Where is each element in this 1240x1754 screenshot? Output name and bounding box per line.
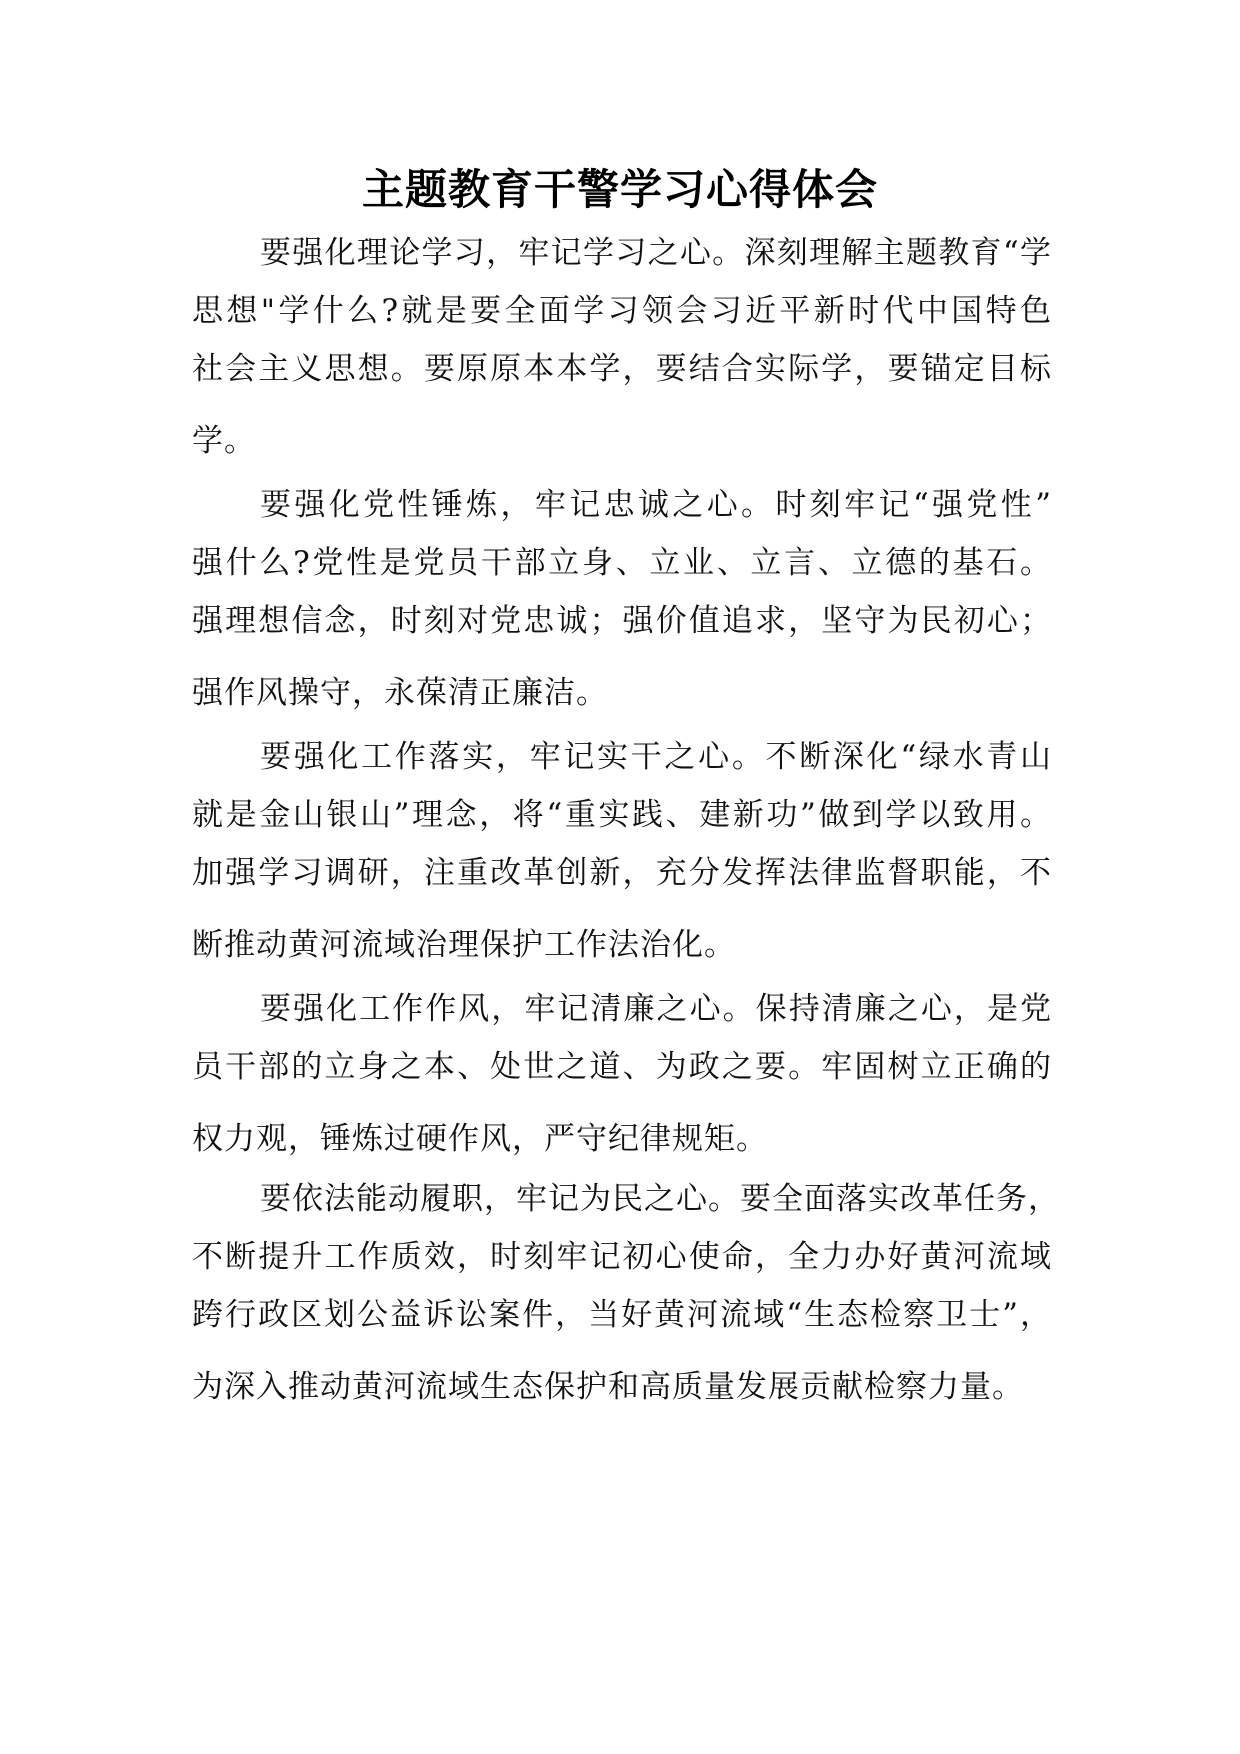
paragraph-line: 社会主义思想。要原原本本学，要结合实际学，要锚定目标 [192,351,1052,387]
paragraph-line: 为深入推动黄河流域生态保护和高质量发展贡献检察力量。 [192,1369,1024,1405]
document-title: 主题教育干警学习心得体会 [361,165,878,214]
paragraph-line: 不断提升工作质效，时刻牢记初心使命，全力办好黄河流域 [192,1239,1052,1275]
paragraph-line: 员干部的立身之本、处世之道、为政之要。牢固树立正确的 [192,1049,1052,1085]
paragraph-line: 断推动黄河流域治理保护工作法治化。 [192,927,736,963]
paragraph-line: 强作风操守，永葆清正廉洁。 [192,675,608,711]
paragraph-line: 要强化党性锤炼，牢记忠诚之心。时刻牢记“强党性” [260,487,1052,523]
paragraph-line: 强什么?党性是党员干部立身、立业、立言、立德的基石。 [192,545,1052,581]
paragraph-line: 思想"学什么?就是要全面学习领会习近平新时代中国特色 [192,293,1052,329]
paragraph-line: 要依法能动履职，牢记为民之心。要全面落实改革任务， [260,1181,1060,1217]
paragraph-line: 要强化工作落实，牢记实干之心。不断深化“绿水青山 [260,739,1052,775]
paragraph-line: 加强学习调研，注重改革创新，充分发挥法律监督职能，不 [192,855,1052,891]
paragraph-line: 跨行政区划公益诉讼案件，当好黄河流域“生态检察卫士”， [192,1297,1052,1333]
paragraph-4 [192,980,1052,1168]
paragraph-5 [192,1170,1060,1416]
paragraph-line: 要强化工作作风，牢记清廉之心。保持清廉之心，是党 [260,991,1052,1027]
paragraph-line: 就是金山银山”理念，将“重实践、建新功”做到学以致用。 [192,797,1052,833]
paragraph-2 [192,476,1052,722]
paragraph-line: 要强化理论学习，牢记学习之心。深刻理解主题教育“学 [260,235,1052,271]
paragraph-line: 学。 [192,423,256,459]
paragraph-line: 强理想信念，时刻对党忠诚；强价值追求，坚守为民初心； [192,603,1052,639]
paragraph-1 [192,224,1052,470]
paragraph-line: 权力观，锤炼过硬作风，严守纪律规矩。 [192,1121,768,1157]
paragraph-3 [192,728,1052,974]
